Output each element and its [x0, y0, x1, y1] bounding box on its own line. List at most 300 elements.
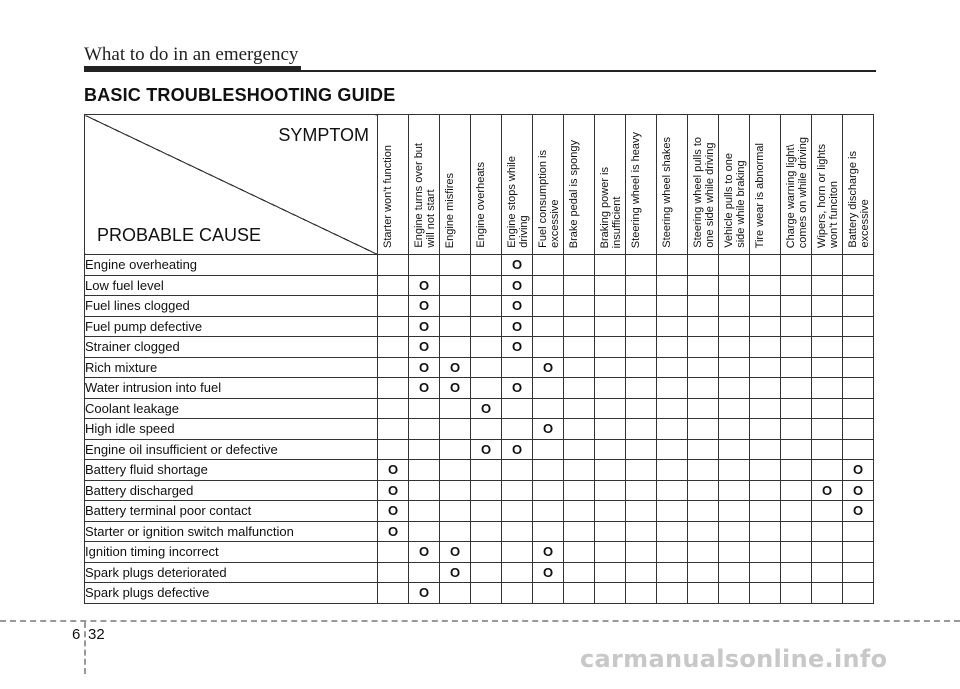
- symptom-label-2: Engine misfires: [444, 172, 456, 248]
- mark-cell: [564, 296, 595, 317]
- mark-cell: [657, 439, 688, 460]
- mark-cell: [688, 439, 719, 460]
- mark-cell: [564, 521, 595, 542]
- mark-cell: [533, 275, 564, 296]
- mark-cell: [750, 296, 781, 317]
- mark-cell: [440, 460, 471, 481]
- symptom-label-9: Steering wheel shakes: [661, 137, 673, 248]
- mark-cell: [719, 439, 750, 460]
- mark-cell: [378, 316, 409, 337]
- mark-cell: [409, 255, 440, 276]
- mark-cell: [750, 357, 781, 378]
- mark-cell: [533, 296, 564, 317]
- table-row: [85, 480, 874, 501]
- cause-cell: Strainer clogged: [85, 337, 378, 358]
- table-row: [85, 398, 874, 419]
- table-row: [85, 439, 874, 460]
- mark-cell-checked: O: [409, 296, 440, 317]
- mark-cell: [750, 562, 781, 583]
- mark-cell: [719, 398, 750, 419]
- mark-cell: [564, 542, 595, 563]
- mark-cell: [626, 378, 657, 399]
- mark-cell: [657, 275, 688, 296]
- mark-cell: [719, 255, 750, 276]
- mark-cell: [781, 419, 812, 440]
- mark-cell: [626, 275, 657, 296]
- symptom-label-3: Engine overheats: [475, 162, 487, 248]
- mark-cell: [409, 501, 440, 522]
- mark-cell: [564, 562, 595, 583]
- mark-cell: [502, 562, 533, 583]
- mark-cell-checked: O: [440, 562, 471, 583]
- mark-cell: [781, 521, 812, 542]
- mark-cell: [378, 378, 409, 399]
- symptom-label-14: Wipers, horn or lights won't funciton: [816, 144, 840, 248]
- mark-cell: [688, 419, 719, 440]
- mark-cell: [471, 378, 502, 399]
- table-row: [85, 562, 874, 583]
- symptom-label-13: Charge warning light\ comes on while driving: [785, 136, 809, 248]
- mark-cell: [843, 398, 874, 419]
- mark-cell: [533, 501, 564, 522]
- mark-cell: [657, 583, 688, 604]
- mark-cell: [657, 337, 688, 358]
- mark-cell: [812, 439, 843, 460]
- mark-cell: [750, 275, 781, 296]
- section-title: BASIC TROUBLESHOOTING GUIDE: [84, 85, 396, 105]
- mark-cell: [564, 255, 595, 276]
- mark-cell: [719, 337, 750, 358]
- mark-cell: [409, 562, 440, 583]
- mark-cell: [502, 583, 533, 604]
- symptom-header-11: [719, 115, 750, 255]
- mark-cell: [378, 439, 409, 460]
- mark-cell: [719, 419, 750, 440]
- mark-cell: [750, 337, 781, 358]
- symptom-label-6: Brake pedal is spongy: [568, 139, 580, 248]
- mark-cell: [719, 296, 750, 317]
- mark-cell-checked: O: [409, 542, 440, 563]
- symptom-header-row: [85, 115, 874, 255]
- mark-cell: [409, 439, 440, 460]
- mark-cell: [781, 255, 812, 276]
- mark-cell: [471, 460, 502, 481]
- mark-cell: [471, 255, 502, 276]
- mark-cell-checked: O: [409, 583, 440, 604]
- symptom-header-5: [533, 115, 564, 255]
- cause-cell: Water intrusion into fuel: [85, 378, 378, 399]
- symptom-header-12: [750, 115, 781, 255]
- mark-cell: [750, 255, 781, 276]
- symptom-header-9: [657, 115, 688, 255]
- mark-cell: [719, 378, 750, 399]
- mark-cell: [595, 275, 626, 296]
- mark-cell: [657, 398, 688, 419]
- cause-cell: Ignition timing incorrect: [85, 542, 378, 563]
- symptom-header-8: [626, 115, 657, 255]
- mark-cell: [533, 460, 564, 481]
- mark-cell: [440, 337, 471, 358]
- mark-cell: [812, 275, 843, 296]
- symptom-header-6: [564, 115, 595, 255]
- mark-cell: [688, 501, 719, 522]
- symptom-label-8: Steering wheel is heavy: [630, 131, 642, 248]
- mark-cell: [750, 542, 781, 563]
- mark-cell: [626, 562, 657, 583]
- mark-cell: [626, 337, 657, 358]
- mark-cell: [843, 255, 874, 276]
- cause-cell: Spark plugs defective: [85, 583, 378, 604]
- mark-cell: [626, 419, 657, 440]
- mark-cell: [657, 562, 688, 583]
- mark-cell-checked: O: [409, 275, 440, 296]
- mark-cell: [564, 337, 595, 358]
- cause-cell: Coolant leakage: [85, 398, 378, 419]
- mark-cell: [750, 480, 781, 501]
- mark-cell: [378, 296, 409, 317]
- table-row: [85, 255, 874, 276]
- symptom-header-3: [471, 115, 502, 255]
- mark-cell: [688, 378, 719, 399]
- mark-cell: [781, 275, 812, 296]
- mark-cell: [843, 521, 874, 542]
- mark-cell: [688, 542, 719, 563]
- symptom-header-2: [440, 115, 471, 255]
- mark-cell: [626, 316, 657, 337]
- mark-cell: [781, 337, 812, 358]
- mark-cell: [750, 521, 781, 542]
- mark-cell-checked: O: [440, 357, 471, 378]
- table-row: [85, 378, 874, 399]
- mark-cell: [719, 316, 750, 337]
- mark-cell: [750, 398, 781, 419]
- cause-cell: Engine overheating: [85, 255, 378, 276]
- mark-cell: [657, 501, 688, 522]
- symptom-header-0: [378, 115, 409, 255]
- mark-cell: [595, 337, 626, 358]
- mark-cell-checked: O: [440, 378, 471, 399]
- mark-cell: [502, 419, 533, 440]
- mark-cell-checked: O: [502, 296, 533, 317]
- mark-cell: [564, 439, 595, 460]
- cause-cell: Battery fluid shortage: [85, 460, 378, 481]
- mark-cell: [812, 583, 843, 604]
- mark-cell: [533, 316, 564, 337]
- mark-cell-checked: O: [502, 337, 533, 358]
- mark-cell: [626, 521, 657, 542]
- mark-cell-checked: O: [471, 439, 502, 460]
- mark-cell: [719, 480, 750, 501]
- mark-cell: [378, 275, 409, 296]
- mark-cell: [471, 316, 502, 337]
- mark-cell: [471, 357, 502, 378]
- mark-cell: [781, 480, 812, 501]
- mark-cell: [440, 316, 471, 337]
- table-row: [85, 419, 874, 440]
- mark-cell: [843, 275, 874, 296]
- mark-cell: [657, 460, 688, 481]
- mark-cell: [564, 460, 595, 481]
- symptom-label-15: Battery discharge is excessive: [847, 151, 871, 248]
- mark-cell: [812, 398, 843, 419]
- mark-cell: [595, 562, 626, 583]
- mark-cell: [781, 460, 812, 481]
- symptom-header-10: [688, 115, 719, 255]
- mark-cell: [471, 501, 502, 522]
- mark-cell: [657, 480, 688, 501]
- mark-cell: [843, 583, 874, 604]
- cause-cell: Battery terminal poor contact: [85, 501, 378, 522]
- mark-cell: [440, 419, 471, 440]
- table-row: [85, 542, 874, 563]
- mark-cell-checked: O: [471, 398, 502, 419]
- mark-cell-checked: O: [812, 480, 843, 501]
- cause-cell: Battery discharged: [85, 480, 378, 501]
- mark-cell: [595, 542, 626, 563]
- mark-cell: [471, 337, 502, 358]
- table-row: [85, 521, 874, 542]
- mark-cell: [564, 583, 595, 604]
- mark-cell: [533, 480, 564, 501]
- mark-cell: [812, 255, 843, 276]
- mark-cell: [843, 562, 874, 583]
- mark-cell: [533, 521, 564, 542]
- mark-cell: [564, 357, 595, 378]
- mark-cell: [812, 357, 843, 378]
- mark-cell: [688, 316, 719, 337]
- mark-cell: [471, 562, 502, 583]
- mark-cell: [812, 460, 843, 481]
- table-row: [85, 337, 874, 358]
- mark-cell: [719, 583, 750, 604]
- mark-cell: [378, 562, 409, 583]
- mark-cell: [719, 460, 750, 481]
- mark-cell: [626, 296, 657, 317]
- mark-cell-checked: O: [533, 542, 564, 563]
- mark-cell-checked: O: [843, 480, 874, 501]
- mark-cell: [564, 275, 595, 296]
- mark-cell: [719, 542, 750, 563]
- mark-cell: [657, 521, 688, 542]
- mark-cell: [502, 357, 533, 378]
- mark-cell: [440, 480, 471, 501]
- mark-cell: [502, 501, 533, 522]
- table-corner-cell: [85, 115, 378, 255]
- mark-cell: [626, 460, 657, 481]
- cause-cell: Fuel pump defective: [85, 316, 378, 337]
- mark-cell: [657, 296, 688, 317]
- mark-cell: [719, 501, 750, 522]
- mark-cell: [564, 501, 595, 522]
- mark-cell: [812, 316, 843, 337]
- table-row: [85, 357, 874, 378]
- mark-cell: [688, 275, 719, 296]
- mark-cell: [502, 480, 533, 501]
- page-number: 32: [88, 626, 105, 643]
- mark-cell: [626, 439, 657, 460]
- mark-cell: [409, 419, 440, 440]
- mark-cell-checked: O: [378, 480, 409, 501]
- mark-cell: [595, 501, 626, 522]
- mark-cell: [688, 296, 719, 317]
- symptom-label-7: Braking power is insufficient: [599, 166, 623, 248]
- mark-cell: [688, 521, 719, 542]
- table-row: [85, 583, 874, 604]
- mark-cell: [502, 542, 533, 563]
- mark-cell: [812, 521, 843, 542]
- mark-cell: [595, 255, 626, 276]
- mark-cell-checked: O: [502, 275, 533, 296]
- mark-cell: [626, 398, 657, 419]
- mark-cell: [750, 439, 781, 460]
- table-row: [85, 275, 874, 296]
- mark-cell: [564, 419, 595, 440]
- mark-cell: [626, 480, 657, 501]
- mark-cell: [409, 398, 440, 419]
- cause-cell: High idle speed: [85, 419, 378, 440]
- mark-cell: [843, 316, 874, 337]
- chapter-number: 6: [72, 626, 81, 643]
- mark-cell: [440, 275, 471, 296]
- mark-cell: [781, 378, 812, 399]
- mark-cell: [626, 542, 657, 563]
- mark-cell: [595, 480, 626, 501]
- mark-cell: [378, 337, 409, 358]
- mark-cell: [688, 398, 719, 419]
- mark-cell: [533, 583, 564, 604]
- mark-cell-checked: O: [378, 521, 409, 542]
- mark-cell: [378, 255, 409, 276]
- mark-cell: [812, 542, 843, 563]
- chapter-header-title: What to do in an emergency: [84, 44, 299, 65]
- mark-cell: [440, 521, 471, 542]
- footer-vertical-divider: [84, 622, 86, 674]
- mark-cell-checked: O: [502, 439, 533, 460]
- mark-cell-checked: O: [502, 316, 533, 337]
- mark-cell: [843, 419, 874, 440]
- mark-cell: [812, 378, 843, 399]
- mark-cell-checked: O: [409, 357, 440, 378]
- mark-cell-checked: O: [409, 337, 440, 358]
- mark-cell: [595, 419, 626, 440]
- mark-cell: [781, 583, 812, 604]
- table-row: [85, 501, 874, 522]
- footer-divider: [0, 620, 960, 622]
- mark-cell: [657, 255, 688, 276]
- mark-cell: [750, 583, 781, 604]
- mark-cell: [440, 439, 471, 460]
- symptom-header-14: [812, 115, 843, 255]
- mark-cell: [843, 378, 874, 399]
- mark-cell: [471, 542, 502, 563]
- mark-cell: [564, 316, 595, 337]
- mark-cell: [626, 501, 657, 522]
- mark-cell: [564, 480, 595, 501]
- symptom-label-1: Engine turns over but will not start: [413, 143, 437, 248]
- mark-cell: [471, 419, 502, 440]
- mark-cell: [626, 255, 657, 276]
- symptom-header-15: [843, 115, 874, 255]
- mark-cell: [781, 398, 812, 419]
- mark-cell: [440, 583, 471, 604]
- mark-cell-checked: O: [502, 378, 533, 399]
- symptom-header-1: [409, 115, 440, 255]
- mark-cell: [781, 439, 812, 460]
- mark-cell: [843, 357, 874, 378]
- mark-cell: [719, 521, 750, 542]
- mark-cell: [657, 316, 688, 337]
- mark-cell: [812, 337, 843, 358]
- mark-cell-checked: O: [440, 542, 471, 563]
- watermark-logo: carmanualsonline.info: [580, 645, 888, 673]
- mark-cell-checked: O: [409, 316, 440, 337]
- mark-cell: [812, 562, 843, 583]
- cause-cell: Fuel lines clogged: [85, 296, 378, 317]
- mark-cell: [688, 562, 719, 583]
- mark-cell-checked: O: [502, 255, 533, 276]
- mark-cell: [750, 378, 781, 399]
- mark-cell: [533, 378, 564, 399]
- symptom-header-7: [595, 115, 626, 255]
- mark-cell: [843, 542, 874, 563]
- symptom-label-12: Tire wear is abnormal: [754, 142, 766, 248]
- mark-cell: [471, 583, 502, 604]
- mark-cell: [657, 419, 688, 440]
- mark-cell: [688, 583, 719, 604]
- mark-cell: [750, 460, 781, 481]
- mark-cell-checked: O: [533, 419, 564, 440]
- mark-cell: [533, 398, 564, 419]
- mark-cell: [533, 439, 564, 460]
- mark-cell: [688, 337, 719, 358]
- mark-cell-checked: O: [843, 460, 874, 481]
- table-row: [85, 296, 874, 317]
- mark-cell: [471, 521, 502, 542]
- symptom-label-0: Starter won't function: [382, 145, 394, 248]
- mark-cell: [378, 419, 409, 440]
- mark-cell: [378, 357, 409, 378]
- mark-cell: [719, 275, 750, 296]
- mark-cell: [781, 357, 812, 378]
- mark-cell-checked: O: [533, 562, 564, 583]
- mark-cell: [564, 378, 595, 399]
- mark-cell: [750, 501, 781, 522]
- mark-cell: [781, 501, 812, 522]
- mark-cell: [409, 460, 440, 481]
- mark-cell: [657, 357, 688, 378]
- mark-cell: [688, 460, 719, 481]
- mark-cell: [471, 275, 502, 296]
- header-rule: [84, 70, 876, 72]
- mark-cell: [688, 255, 719, 276]
- table-row: [85, 316, 874, 337]
- mark-cell: [812, 296, 843, 317]
- mark-cell: [750, 419, 781, 440]
- cause-cell: Engine oil insufficient or defective: [85, 439, 378, 460]
- symptom-label-11: Vehicle pulls to one side while braking: [723, 153, 747, 248]
- mark-cell: [657, 378, 688, 399]
- mark-cell: [595, 316, 626, 337]
- mark-cell: [502, 398, 533, 419]
- cause-cell: Starter or ignition switch malfunction: [85, 521, 378, 542]
- troubleshooting-table: [84, 114, 874, 604]
- mark-cell: [781, 316, 812, 337]
- mark-cell: [502, 460, 533, 481]
- mark-cell: [595, 439, 626, 460]
- mark-cell: [533, 255, 564, 276]
- mark-cell: [595, 398, 626, 419]
- symptom-label-5: Fuel consumption is excessive: [537, 150, 561, 248]
